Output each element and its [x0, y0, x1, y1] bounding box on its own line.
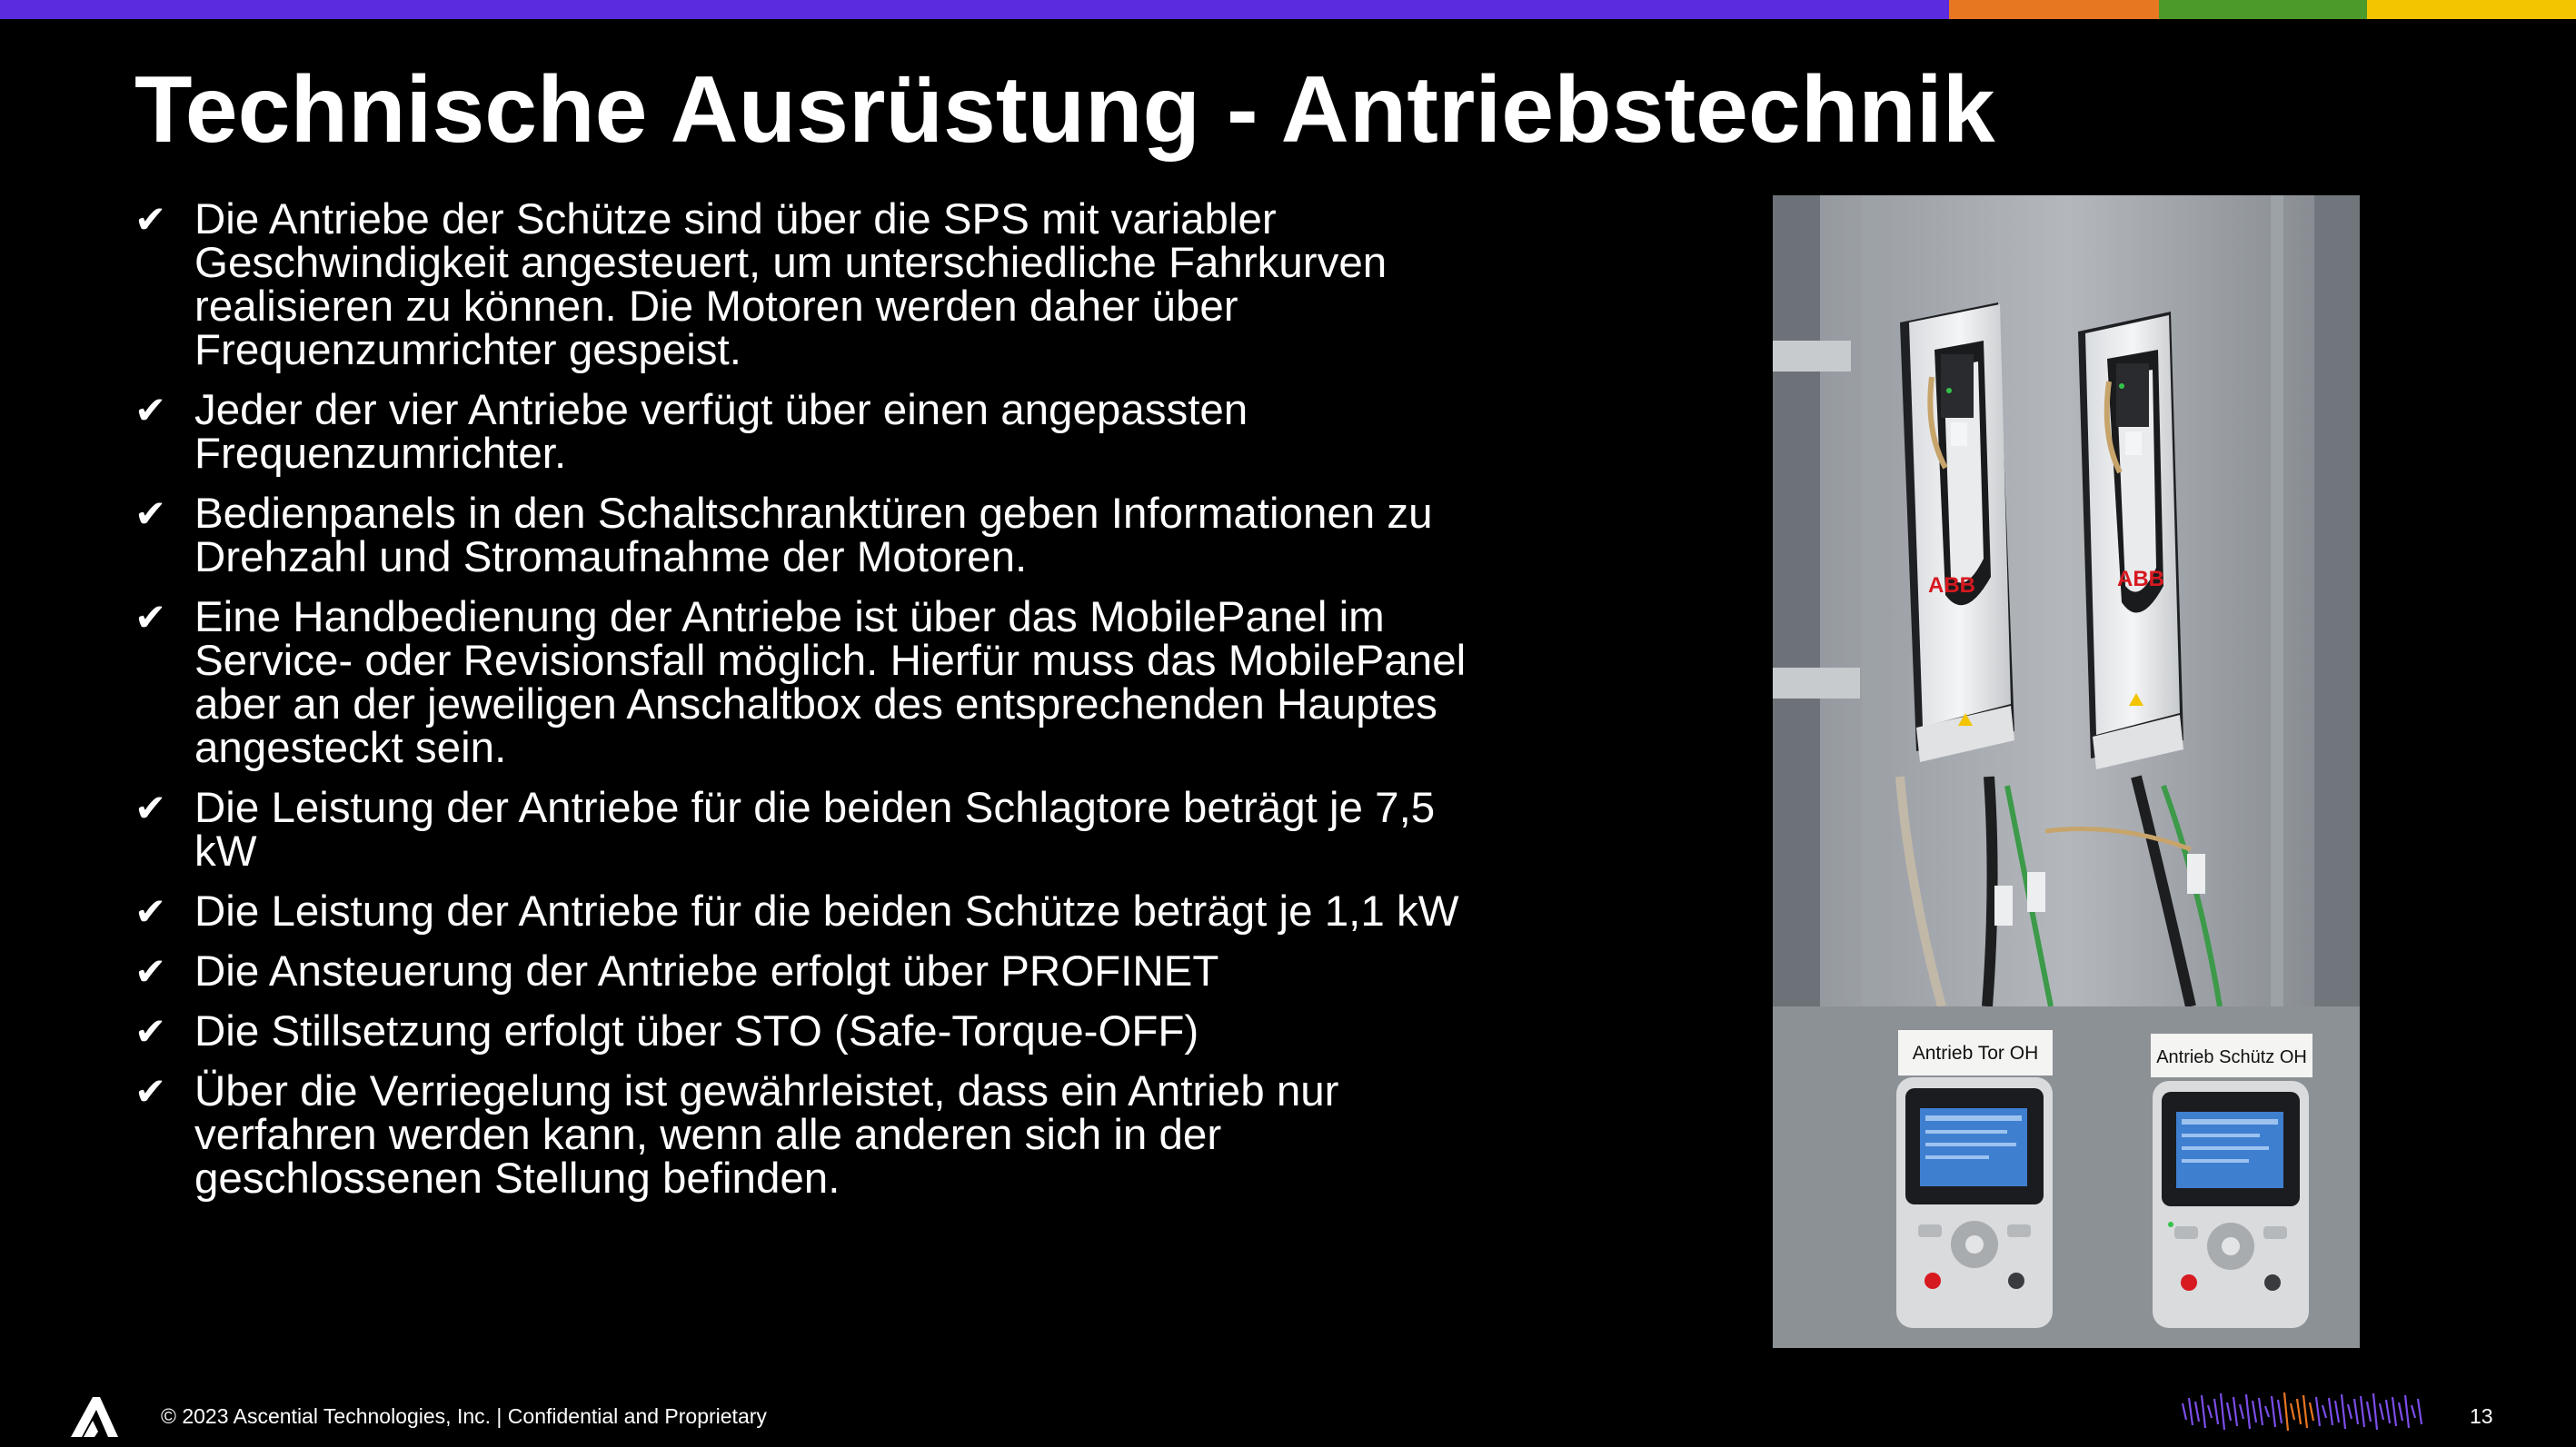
wave-stroke — [2418, 1399, 2422, 1424]
wave-stroke — [2310, 1402, 2313, 1421]
photo-stack — [1773, 195, 2360, 1348]
bullet-text-line: Geschwindigkeit angesteuert, um unterschiedliche Fahrkurven — [194, 239, 1387, 287]
bullet-text-line: Frequenzumrichter. — [194, 430, 567, 478]
wave-stroke — [2278, 1400, 2282, 1423]
wave-stroke — [2195, 1402, 2199, 1422]
abb-logo-right: ABB — [2117, 567, 2164, 591]
wave-stroke — [2259, 1398, 2263, 1425]
footer-wave-icon — [2179, 1392, 2424, 1432]
bullet-text-line: kW — [194, 828, 257, 876]
page-number: 13 — [2470, 1404, 2493, 1428]
wave-stroke — [2303, 1395, 2307, 1428]
bullet-text-line: Drehzahl und Stromaufnahme der Motoren. — [194, 533, 1028, 581]
control-panel-photo — [1773, 1006, 2360, 1348]
wave-stroke — [2183, 1403, 2186, 1420]
wave-stroke — [2405, 1395, 2409, 1428]
checkmark-icon: ✔ — [134, 197, 167, 242]
wave-stroke — [2373, 1393, 2377, 1430]
footer-copyright: © 2023 Ascential Technologies, Inc. | Confidential and Proprietary — [161, 1404, 767, 1428]
wave-stroke — [2392, 1397, 2396, 1426]
bullet-text-line: verfahren werden kann, wenn alle anderen sich in der — [194, 1111, 1222, 1159]
wave-stroke — [2322, 1405, 2326, 1418]
bullet-item — [134, 784, 1552, 876]
bullet-text-line: Eine Handbedienung der Antriebe ist über das MobilePanel im — [194, 593, 1385, 641]
top-bar-orange — [1949, 0, 2159, 19]
company-logo-icon — [71, 1395, 118, 1439]
bullet-text-line: Bedienpanels in den Schaltschranktüren geben Informationen zu — [194, 490, 1433, 538]
wave-stroke — [2297, 1399, 2301, 1424]
bullet-text-line: Jeder der vier Antriebe verfügt über einen angepassten — [194, 386, 1248, 434]
wave-stroke — [2329, 1398, 2332, 1425]
bullet-text-line: Die Leistung der Antriebe für die beiden Schlagtore beträgt je 7,5 — [194, 784, 1436, 832]
bullet-item — [134, 195, 1552, 374]
top-color-bar — [0, 0, 2576, 19]
bullet-text-line: Die Ansteuerung der Antriebe erfolgt über PROFINET — [194, 947, 1219, 996]
bullet-text-line: aber an der jeweiligen Anschaltbox des entsprechenden Hauptes — [194, 680, 1437, 728]
wave-stroke — [2227, 1402, 2231, 1421]
bullet-text-line: Die Antriebe der Schütze sind über die SPS mit variabler — [194, 195, 1277, 243]
checkmark-icon: ✔ — [134, 388, 167, 432]
wave-stroke — [2284, 1392, 2288, 1431]
wave-stroke — [2412, 1405, 2415, 1418]
slide-title: Technische Ausrüstung - Antriebstechnik — [134, 57, 1995, 163]
bullet-item — [134, 593, 1552, 772]
bullet-text-line: Über die Verriegelung ist gewährleistet, dass ein Antrieb nur — [194, 1067, 1339, 1115]
drive-cabinet-photo — [1773, 195, 2360, 1006]
panel-label-left: Antrieb Tor OH — [1912, 1043, 2039, 1064]
abb-logo-left: ABB — [1928, 573, 1975, 598]
bullet-item — [134, 386, 1552, 478]
wave-stroke — [2399, 1402, 2402, 1421]
wave-stroke — [2221, 1393, 2224, 1430]
checkmark-icon: ✔ — [134, 1009, 167, 1054]
wave-stroke — [2361, 1396, 2364, 1427]
wave-stroke — [2367, 1402, 2371, 1422]
checkmark-icon: ✔ — [134, 595, 167, 639]
wave-stroke — [2291, 1403, 2294, 1420]
wave-stroke — [2253, 1401, 2256, 1422]
bullet-text-line: Service- oder Revisionsfall möglich. Hierfür muss das MobilePanel — [194, 637, 1467, 685]
wave-stroke — [2380, 1403, 2383, 1420]
bullet-item — [134, 1007, 1552, 1056]
checkmark-icon: ✔ — [134, 889, 167, 934]
top-bar-purple — [0, 0, 1949, 19]
bullet-item — [134, 1067, 1552, 1203]
bullet-text-line: angesteckt sein. — [194, 724, 507, 772]
wave-stroke — [2386, 1400, 2390, 1423]
wave-stroke — [2354, 1399, 2358, 1424]
wave-stroke — [2316, 1397, 2320, 1426]
bullet-item — [134, 887, 1552, 936]
wave-stroke — [2202, 1395, 2205, 1428]
checkmark-icon: ✔ — [134, 491, 167, 536]
checkmark-icon: ✔ — [134, 1069, 167, 1114]
checkmark-icon: ✔ — [134, 786, 167, 830]
wave-stroke — [2265, 1406, 2269, 1417]
wave-stroke — [2208, 1405, 2212, 1418]
wave-stroke — [2240, 1404, 2243, 1419]
bullet-text-line: Frequenzumrichter gespeist. — [194, 326, 741, 374]
bullet-text-line: geschlossenen Stellung befinden. — [194, 1155, 840, 1203]
bullet-item — [134, 947, 1552, 996]
wave-stroke — [2272, 1396, 2275, 1427]
bullet-item — [134, 492, 1552, 580]
wave-stroke — [2342, 1394, 2345, 1429]
top-bar-green — [2159, 0, 2367, 19]
wave-stroke — [2348, 1404, 2352, 1419]
panel-label-right: Antrieb Schütz OH — [2156, 1047, 2307, 1067]
top-bar-yellow — [2367, 0, 2576, 19]
bullet-text-line: Die Stillsetzung erfolgt über STO (Safe-Torque-OFF) — [194, 1007, 1199, 1056]
wave-stroke — [2214, 1399, 2218, 1424]
bullet-text-line: Die Leistung der Antriebe für die beiden Schütze beträgt je 1,1 kW — [194, 887, 1459, 936]
bullet-text-line: realisieren zu können. Die Motoren werden daher über — [194, 282, 1238, 331]
bullet-list — [134, 195, 1552, 1217]
checkmark-icon: ✔ — [134, 949, 167, 994]
wave-stroke — [2335, 1401, 2339, 1422]
wave-stroke — [2246, 1394, 2250, 1429]
wave-stroke — [2189, 1398, 2193, 1425]
wave-stroke — [2233, 1397, 2237, 1426]
